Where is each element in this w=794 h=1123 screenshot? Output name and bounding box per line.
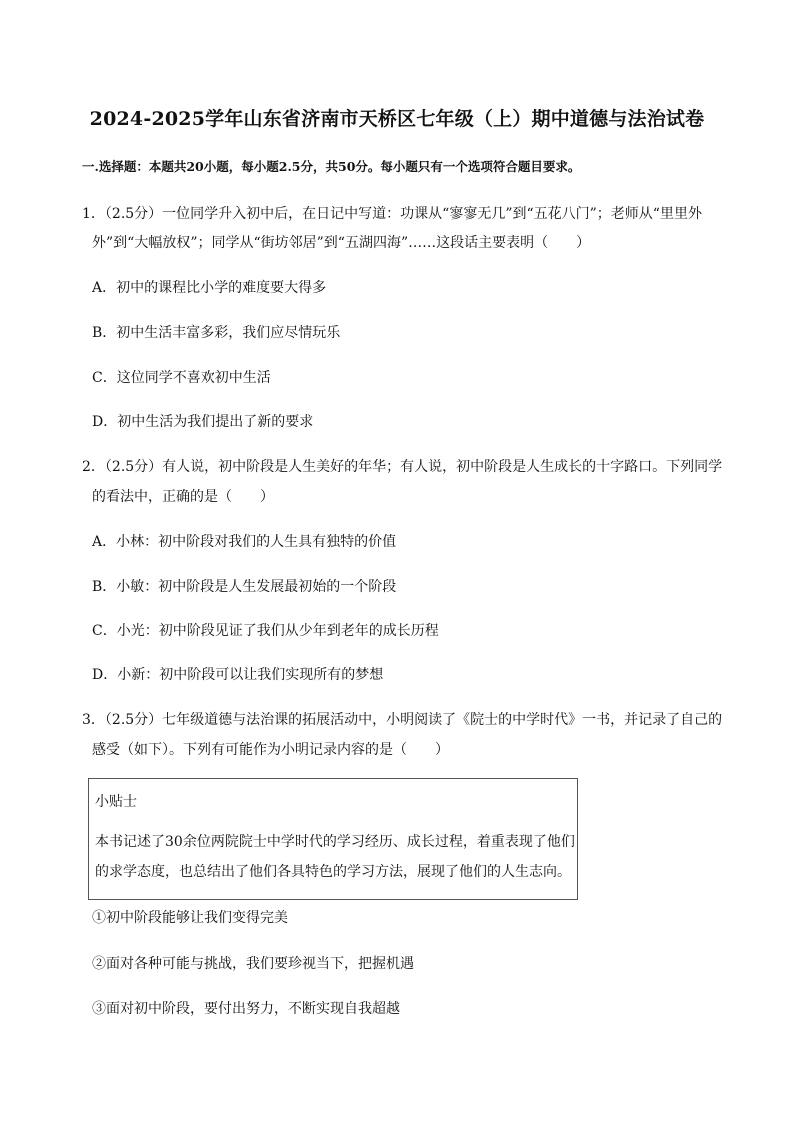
question-3-statement-1: ①初中阶段能够让我们变得完美 [92,910,288,926]
question-1-line-2: 外”到“大幅放权”；同学从“街坊邻居”到“五湖四海”……这段话主要表明（ ） [92,235,591,251]
question-3-statement-3: ③面对初中阶段，要付出努力，不断实现自我超越 [92,1001,400,1017]
question-2-line-2: 的看法中，正确的是（ ） [92,489,274,505]
question-2-option-b: B．小敏：初中阶段是人生发展最初始的一个阶段 [92,579,397,595]
question-3-line-2: 感受（如下）。下列有可能作为小明记录内容的是（ ） [92,742,449,758]
tip-heading: 小贴士 [95,794,137,810]
question-1-option-d: D．初中生活为我们提出了新的要求 [92,414,314,430]
question-2-option-d: D．小新：初中阶段可以让我们实现所有的梦想 [92,667,384,683]
tip-line-2: 的求学态度，也总结出了他们各具特色的学习方法，展现了他们的人生志向。 [95,864,571,880]
question-2-option-a: A．小林：初中阶段对我们的人生具有独特的价值 [92,534,397,550]
page-title: 2024-2025学年山东省济南市天桥区七年级（上）期中道德与法治试卷 [89,108,705,130]
tip-box [88,778,578,900]
question-2-option-c: C．小光：初中阶段见证了我们从少年到老年的成长历程 [92,623,439,639]
question-3-statement-2: ②面对各种可能与挑战，我们要珍视当下，把握机遇 [92,956,414,972]
question-2-line-1: 2．（2.5分）有人说，初中阶段是人生美好的年华；有人说，初中阶段是人生成长的十字路口。下列同学 [82,459,723,475]
question-1-option-b: B．初中生活丰富多彩，我们应尽情玩乐 [92,325,341,341]
question-1-option-a: A．初中的课程比小学的难度要大得多 [92,280,327,296]
section-heading: 一.选择题：本题共20小题，每小题2.5分，共50分。每小题只有一个选项符合题目要求。 [82,159,581,174]
question-1-line-1: 1．（2.5分）一位同学升入初中后，在日记中写道：功课从“寥寥无几”到“五花八门”；老师从“里里外 [82,206,702,222]
tip-line-1: 本书记述了30余位两院院士中学时代的学习经历、成长过程，着重表现了他们 [95,834,575,850]
question-1-option-c: C．这位同学不喜欢初中生活 [92,370,271,386]
question-3-line-1: 3．（2.5分）七年级道德与法治课的拓展活动中，小明阅读了《院士的中学时代》一书，并记录了自己的 [82,712,723,728]
